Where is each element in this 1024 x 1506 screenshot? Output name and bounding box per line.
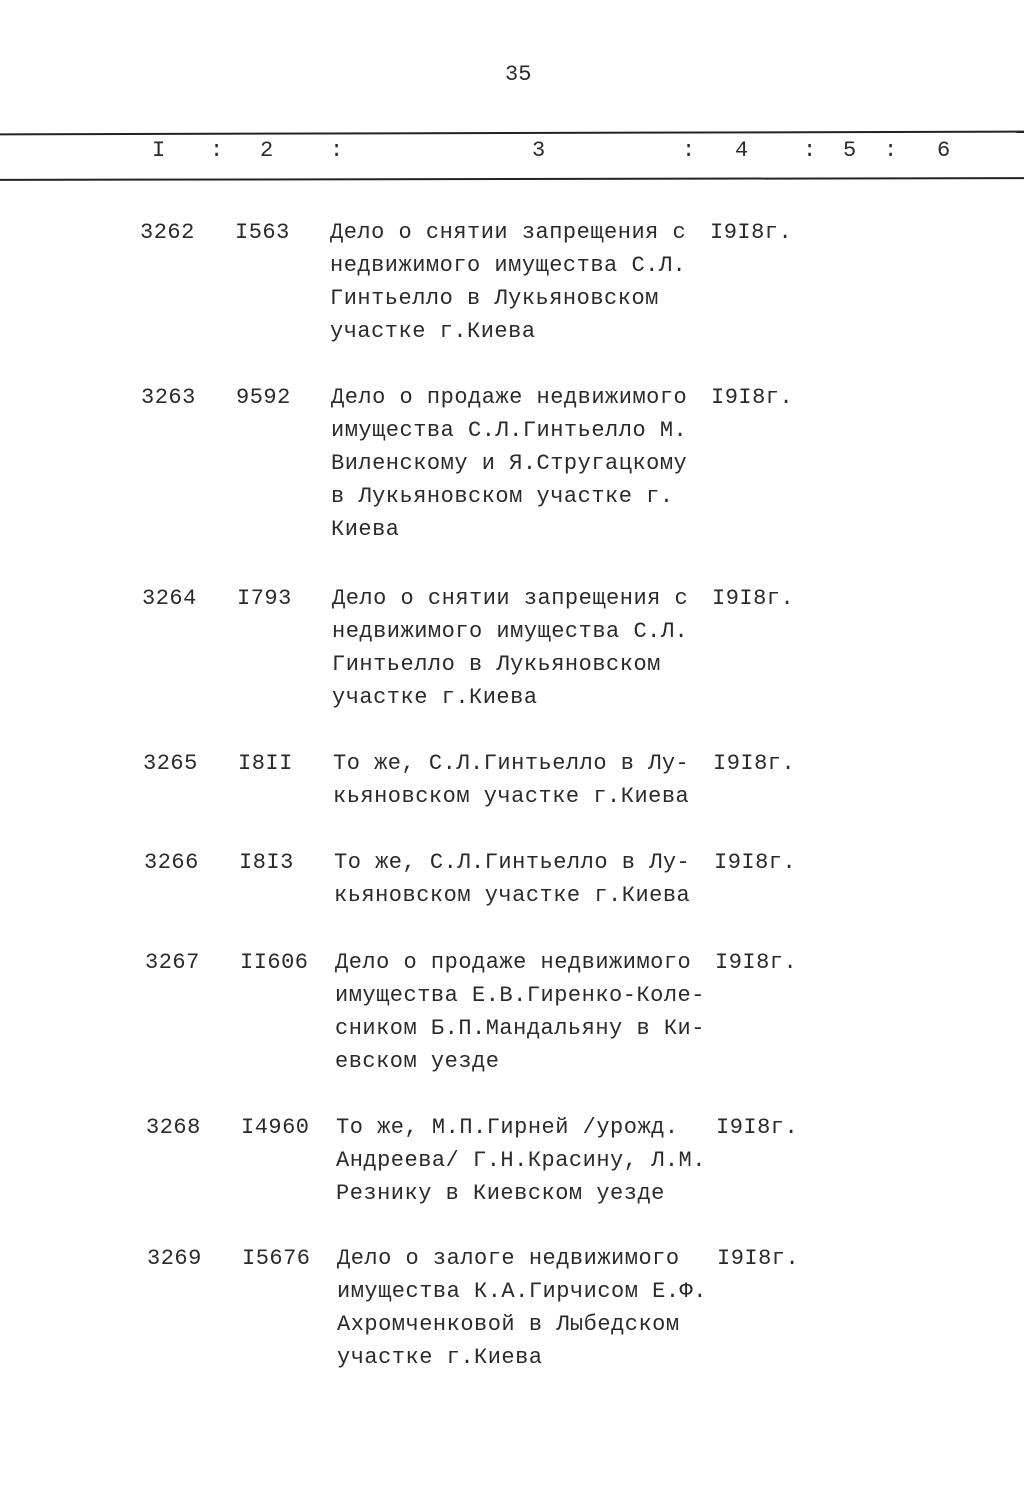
entry-reference: I5676 [242,1246,311,1271]
description-line: Виленскому и Я.Стругацкому [331,451,688,476]
entry-year: I9I8г. [714,850,797,875]
entry-description [331,381,687,546]
entry-number: 3262 [140,220,195,245]
entry-number: 3265 [143,751,198,776]
description-line: Ахромченковой в Лыбедском [337,1312,680,1337]
column-header-6: 6 [937,138,951,163]
entry-description [333,747,689,813]
description-line: имущества С.Л.Гинтьелло М. [331,418,688,443]
description-line: Гинтьелло в Лукьяновском [330,286,659,311]
description-line: недвижимого имущества С.Л. [332,619,689,644]
entry-description [332,582,688,714]
description-line: Киева [331,517,400,542]
description-line: Резнику в Киевском уезде [336,1181,665,1206]
description-line: недвижимого имущества С.Л. [330,253,687,278]
column-separator: : [210,138,224,163]
description-line: имущества Е.В.Гиренко-Коле- [335,983,705,1008]
column-separator: : [330,138,344,163]
entry-year: I9I8г. [713,751,796,776]
description-line: То же, С.Л.Гинтьелло в Лу- [334,850,691,875]
description-line: Гинтьелло в Лукьяновском [332,652,661,677]
column-separator: : [803,138,817,163]
description-line: Дело о продаже недвижимого [335,950,692,975]
entry-year: I9I8г. [710,220,793,245]
entry-year: I9I8г. [712,586,795,611]
page-number: 35 [505,62,532,87]
description-line: участке г.Киева [330,319,536,344]
entry-year: I9I8г. [715,950,798,975]
entry-number: 3269 [147,1246,202,1271]
entry-reference: II606 [240,950,309,975]
description-line: участке г.Киева [332,685,538,710]
entry-reference: I8I3 [239,850,294,875]
entry-description [334,846,690,912]
entry-description [337,1242,707,1374]
column-header-5: 5 [843,138,857,163]
description-line: в Лукьяновском участке г. [331,484,674,509]
column-header-1: I [152,138,166,163]
header-top-rule [0,131,1024,136]
entry-description [330,216,686,348]
entry-year: I9I8г. [711,385,794,410]
entry-number: 3266 [144,850,199,875]
description-line: евском уезде [335,1049,500,1074]
entry-reference: I8II [238,751,293,776]
description-line: То же, С.Л.Гинтьелло в Лу- [333,751,690,776]
description-line: Дело о снятии запрещения с [332,586,689,611]
entry-reference: 9592 [236,385,291,410]
description-line: имущества К.А.Гирчисом Е.Ф. [337,1279,707,1304]
entry-year: I9I8г. [717,1246,800,1271]
entry-number: 3267 [145,950,200,975]
entry-reference: I4960 [241,1115,310,1140]
description-line: кьяновском участке г.Киева [333,784,690,809]
entry-year: I9I8г. [716,1115,799,1140]
column-separator: : [682,138,696,163]
description-line: Андреева/ Г.Н.Красину, Л.М. [336,1148,706,1173]
entry-number: 3268 [146,1115,201,1140]
entry-reference: I563 [235,220,290,245]
description-line: Дело о залоге недвижимого [337,1246,680,1271]
description-line: Дело о продаже недвижимого [331,385,688,410]
entry-description [335,946,705,1078]
description-line: сником Б.П.Мандальяну в Ки- [335,1016,705,1041]
entry-description [336,1111,706,1210]
column-separator: : [884,138,898,163]
column-header-2: 2 [260,138,274,163]
entry-number: 3264 [142,586,197,611]
entry-number: 3263 [141,385,196,410]
description-line: Дело о снятии запрещения с [330,220,687,245]
description-line: То же, М.П.Гирней /урожд. [336,1115,679,1140]
column-header-4: 4 [735,138,749,163]
entry-reference: I793 [237,586,292,611]
description-line: кьяновском участке г.Киева [334,883,691,908]
header-bottom-rule [0,177,1024,181]
column-header-3: 3 [532,138,546,163]
description-line: участке г.Киева [337,1345,543,1370]
